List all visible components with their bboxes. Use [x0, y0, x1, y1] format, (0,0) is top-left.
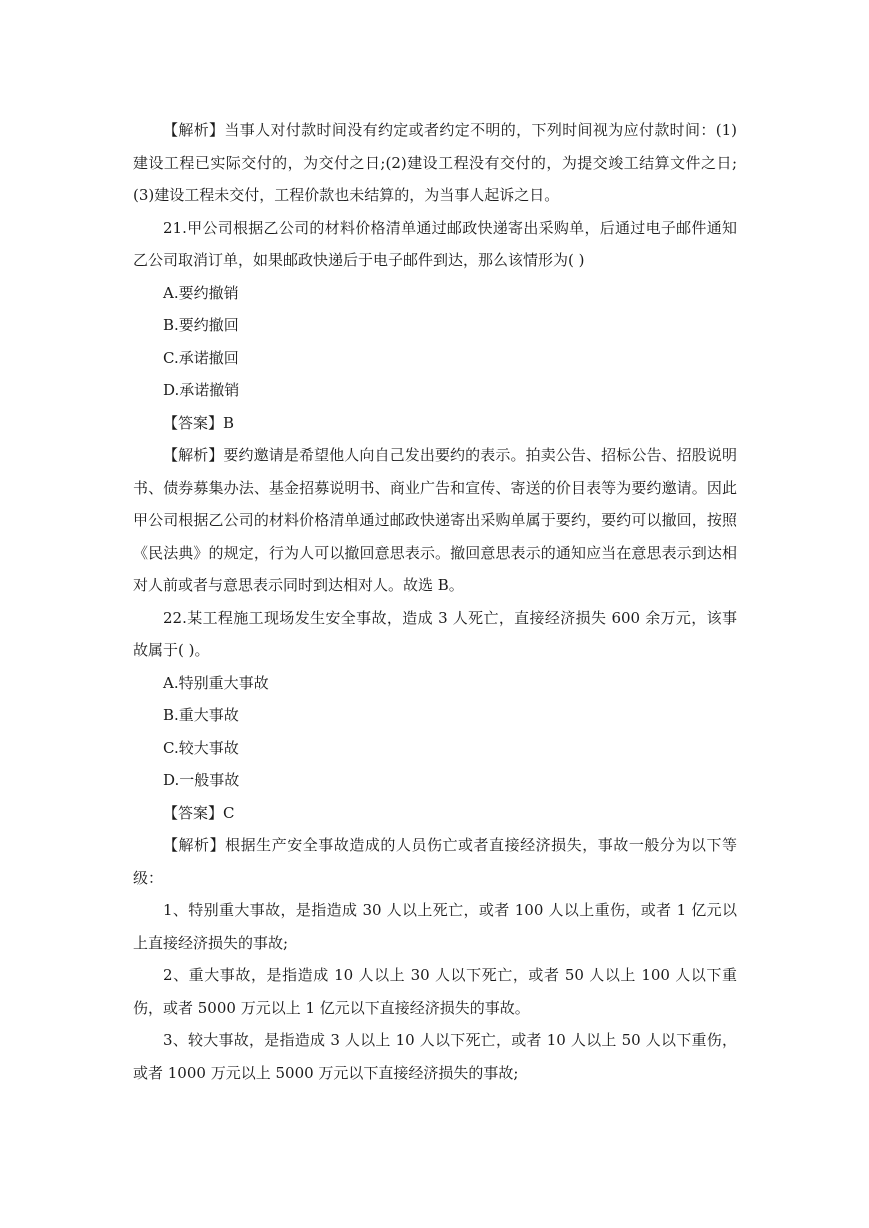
option-a: A.要约撤销 — [163, 283, 239, 302]
question-22: 22.某工程施工现场发生安全事故，造成 3 人死亡，直接经济损失 600 余万元，该事故属于( )。 — [133, 608, 737, 659]
answer-label: 【答案】B — [163, 413, 235, 432]
list-item: 1、特别重大事故，是指造成 30 人以上死亡，或者 100 人以上重伤，或者 1 亿元以上直接经济损失的事故; — [133, 901, 737, 952]
option-d: D.承诺撤销 — [163, 381, 240, 399]
option-c: C.较大事故 — [163, 738, 239, 757]
option-c: C.承诺撤回 — [163, 348, 239, 367]
analysis-paragraph: 【解析】要约邀请是希望他人向自己发出要约的表示。拍卖公告、招标公告、招股说明书、债券募集办法、基金招募说明书、商业广告和宣传、寄送的价目表等为要约邀请。因此甲公司根据乙公司的材料价格清单通过邮政快递寄出采购单属于要约，要约可以撤回，按照《民法典》的规定，行为人可以撤回意思表示。撤回意思表示的通知应当在意思表示到达相对人前或者与意思表示同时到达相对人。故选 B。 — [133, 446, 737, 594]
option-b: B.重大事故 — [163, 706, 239, 724]
answer-label: 【答案】C — [163, 803, 235, 822]
document-body — [133, 114, 737, 1089]
option-a: A.特别重大事故 — [163, 673, 269, 692]
analysis-paragraph: 【解析】根据生产安全事故造成的人员伤亡或者直接经济损失，事故一般分为以下等级： — [133, 836, 737, 887]
analysis-paragraph: 【解析】当事人对付款时间没有约定或者约定不明的，下列时间视为应付款时间：(1)建设工程已实际交付的，为交付之日;(2)建设工程没有交付的，为提交竣工结算文件之日;(3)建设工程未交付，工程价款也未结算的，为当事人起诉之日。 — [133, 121, 737, 204]
list-item: 3、较大事故，是指造成 3 人以上 10 人以下死亡，或者 10 人以上 50 人以下重伤，或者 1000 万元以上 5000 万元以下直接经济损失的事故; — [133, 1031, 737, 1082]
option-d: D.一般事故 — [163, 771, 240, 789]
list-item: 2、重大事故，是指造成 10 人以上 30 人以下死亡，或者 50 人以上 100 人以下重伤，或者 5000 万元以上 1 亿元以下直接经济损失的事故。 — [133, 966, 737, 1017]
question-21: 21.甲公司根据乙公司的材料价格清单通过邮政快递寄出采购单，后通过电子邮件通知乙公司取消订单，如果邮政快递后于电子邮件到达，那么该情形为( ) — [133, 218, 737, 269]
option-b: B.要约撤回 — [163, 316, 239, 334]
